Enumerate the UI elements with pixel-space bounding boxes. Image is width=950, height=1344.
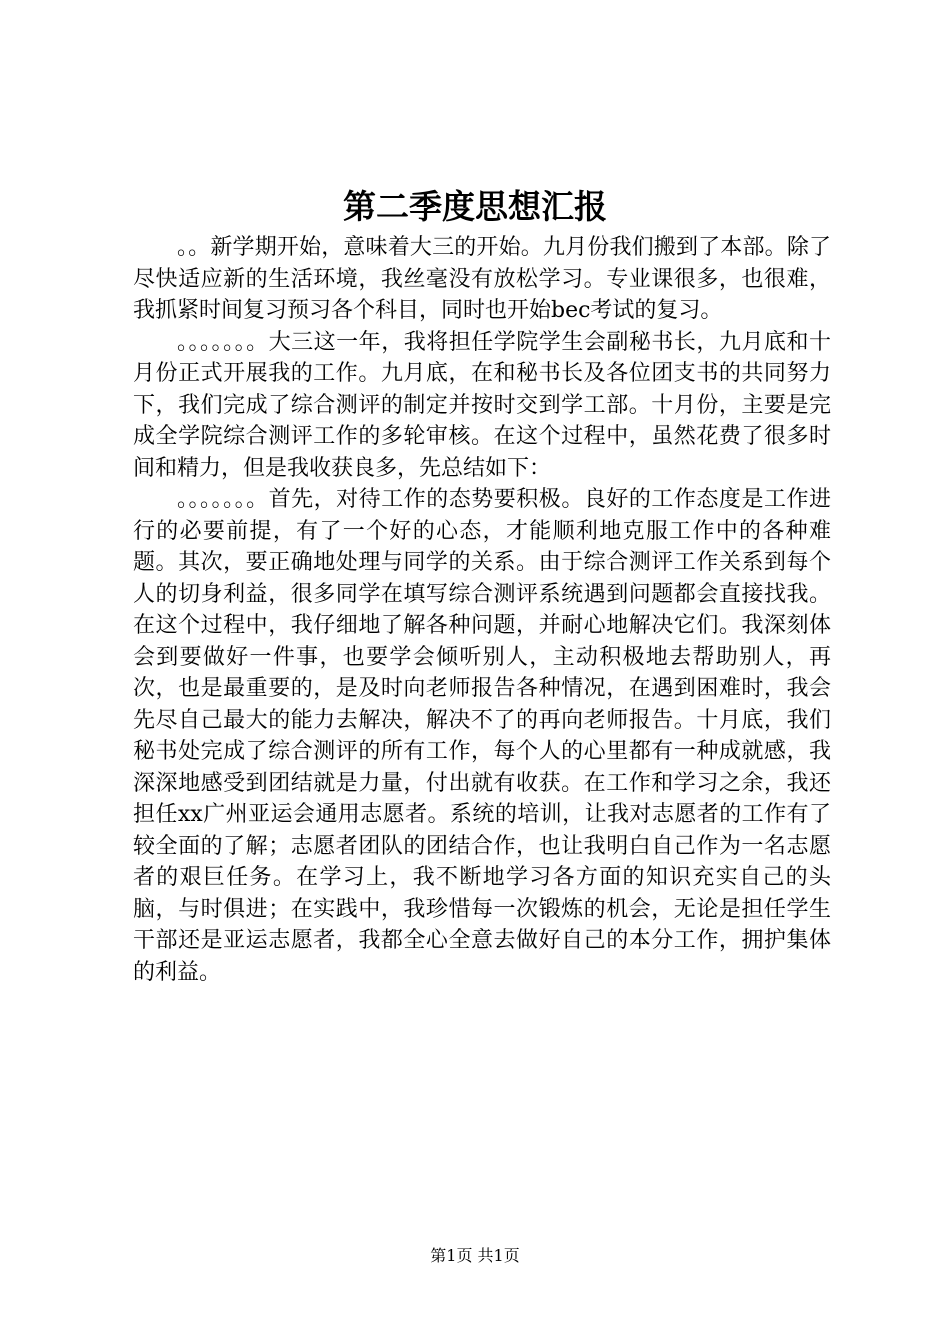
paragraph-3: 。。。。。。。首先，对待工作的态势要积极。良好的工作态度是工作进行的必要前提，有了一个好的心态，才能顺利地克服工作中的各种难题。其次，要正确地处理与同学的关系。由于综合测评工作关系到每个人的切身利益，很多同学在填写综合测评系统遇到问题都会直接找我。在这个过程中，我仔细地了解各种问题，并耐心地解决它们。我深刻体会到要做好一件事，也要学会倾听别人，主动积极地去帮助别人，再次，也是最重要的，是及时向老师报告各种情况，在遇到困难时，我会先尽自己最大的能力去解决，解决不了的再向老师报告。十月底，我们秘书处完成了综合测评的所有工作，每个人的心里都有一种成就感，我深深地感受到团结就是力量，付出就有收获。在工作和学习之余，我还担任xx广州亚运会通用志愿者。系统的培训，让我对志愿者的工作有了较全面的了解；志愿者团队的团结合作，也让我明白自己作为一名志愿者的艰巨任务。在学习上，我不断地学习各方面的知识充实自己的头脑，与时俱进；在实践中，我珍惜每一次锻炼的机会，无论是担任学生干部还是亚运志愿者，我都全心全意去做好自己的本分工作，拥护集体的利益。 — [133, 487, 831, 985]
document-body — [133, 232, 831, 988]
paragraph-1: 。。新学期开始，意味着大三的开始。九月份我们搬到了本部。除了尽快适应新的生活环境，我丝毫没有放松学习。专业课很多，也很难，我抓紧时间复习预习各个科目，同时也开始bec考试的复习。 — [133, 235, 831, 323]
document-title: 第二季度思想汇报 — [343, 187, 607, 226]
paragraph-2: 。。。。。。。大三这一年，我将担任学院学生会副秘书长，九月底和十月份正式开展我的工作。九月底，在和秘书长及各位团支书的共同努力下，我们完成了综合测评的制定并按时交到学工部。十月份，主要是完成全学院综合测评工作的多轮审核。在这个过程中，虽然花费了很多时间和精力，但是我收获良多，先总结如下： — [133, 329, 831, 481]
page-footer: 第1页 共1页 — [430, 1246, 520, 1265]
